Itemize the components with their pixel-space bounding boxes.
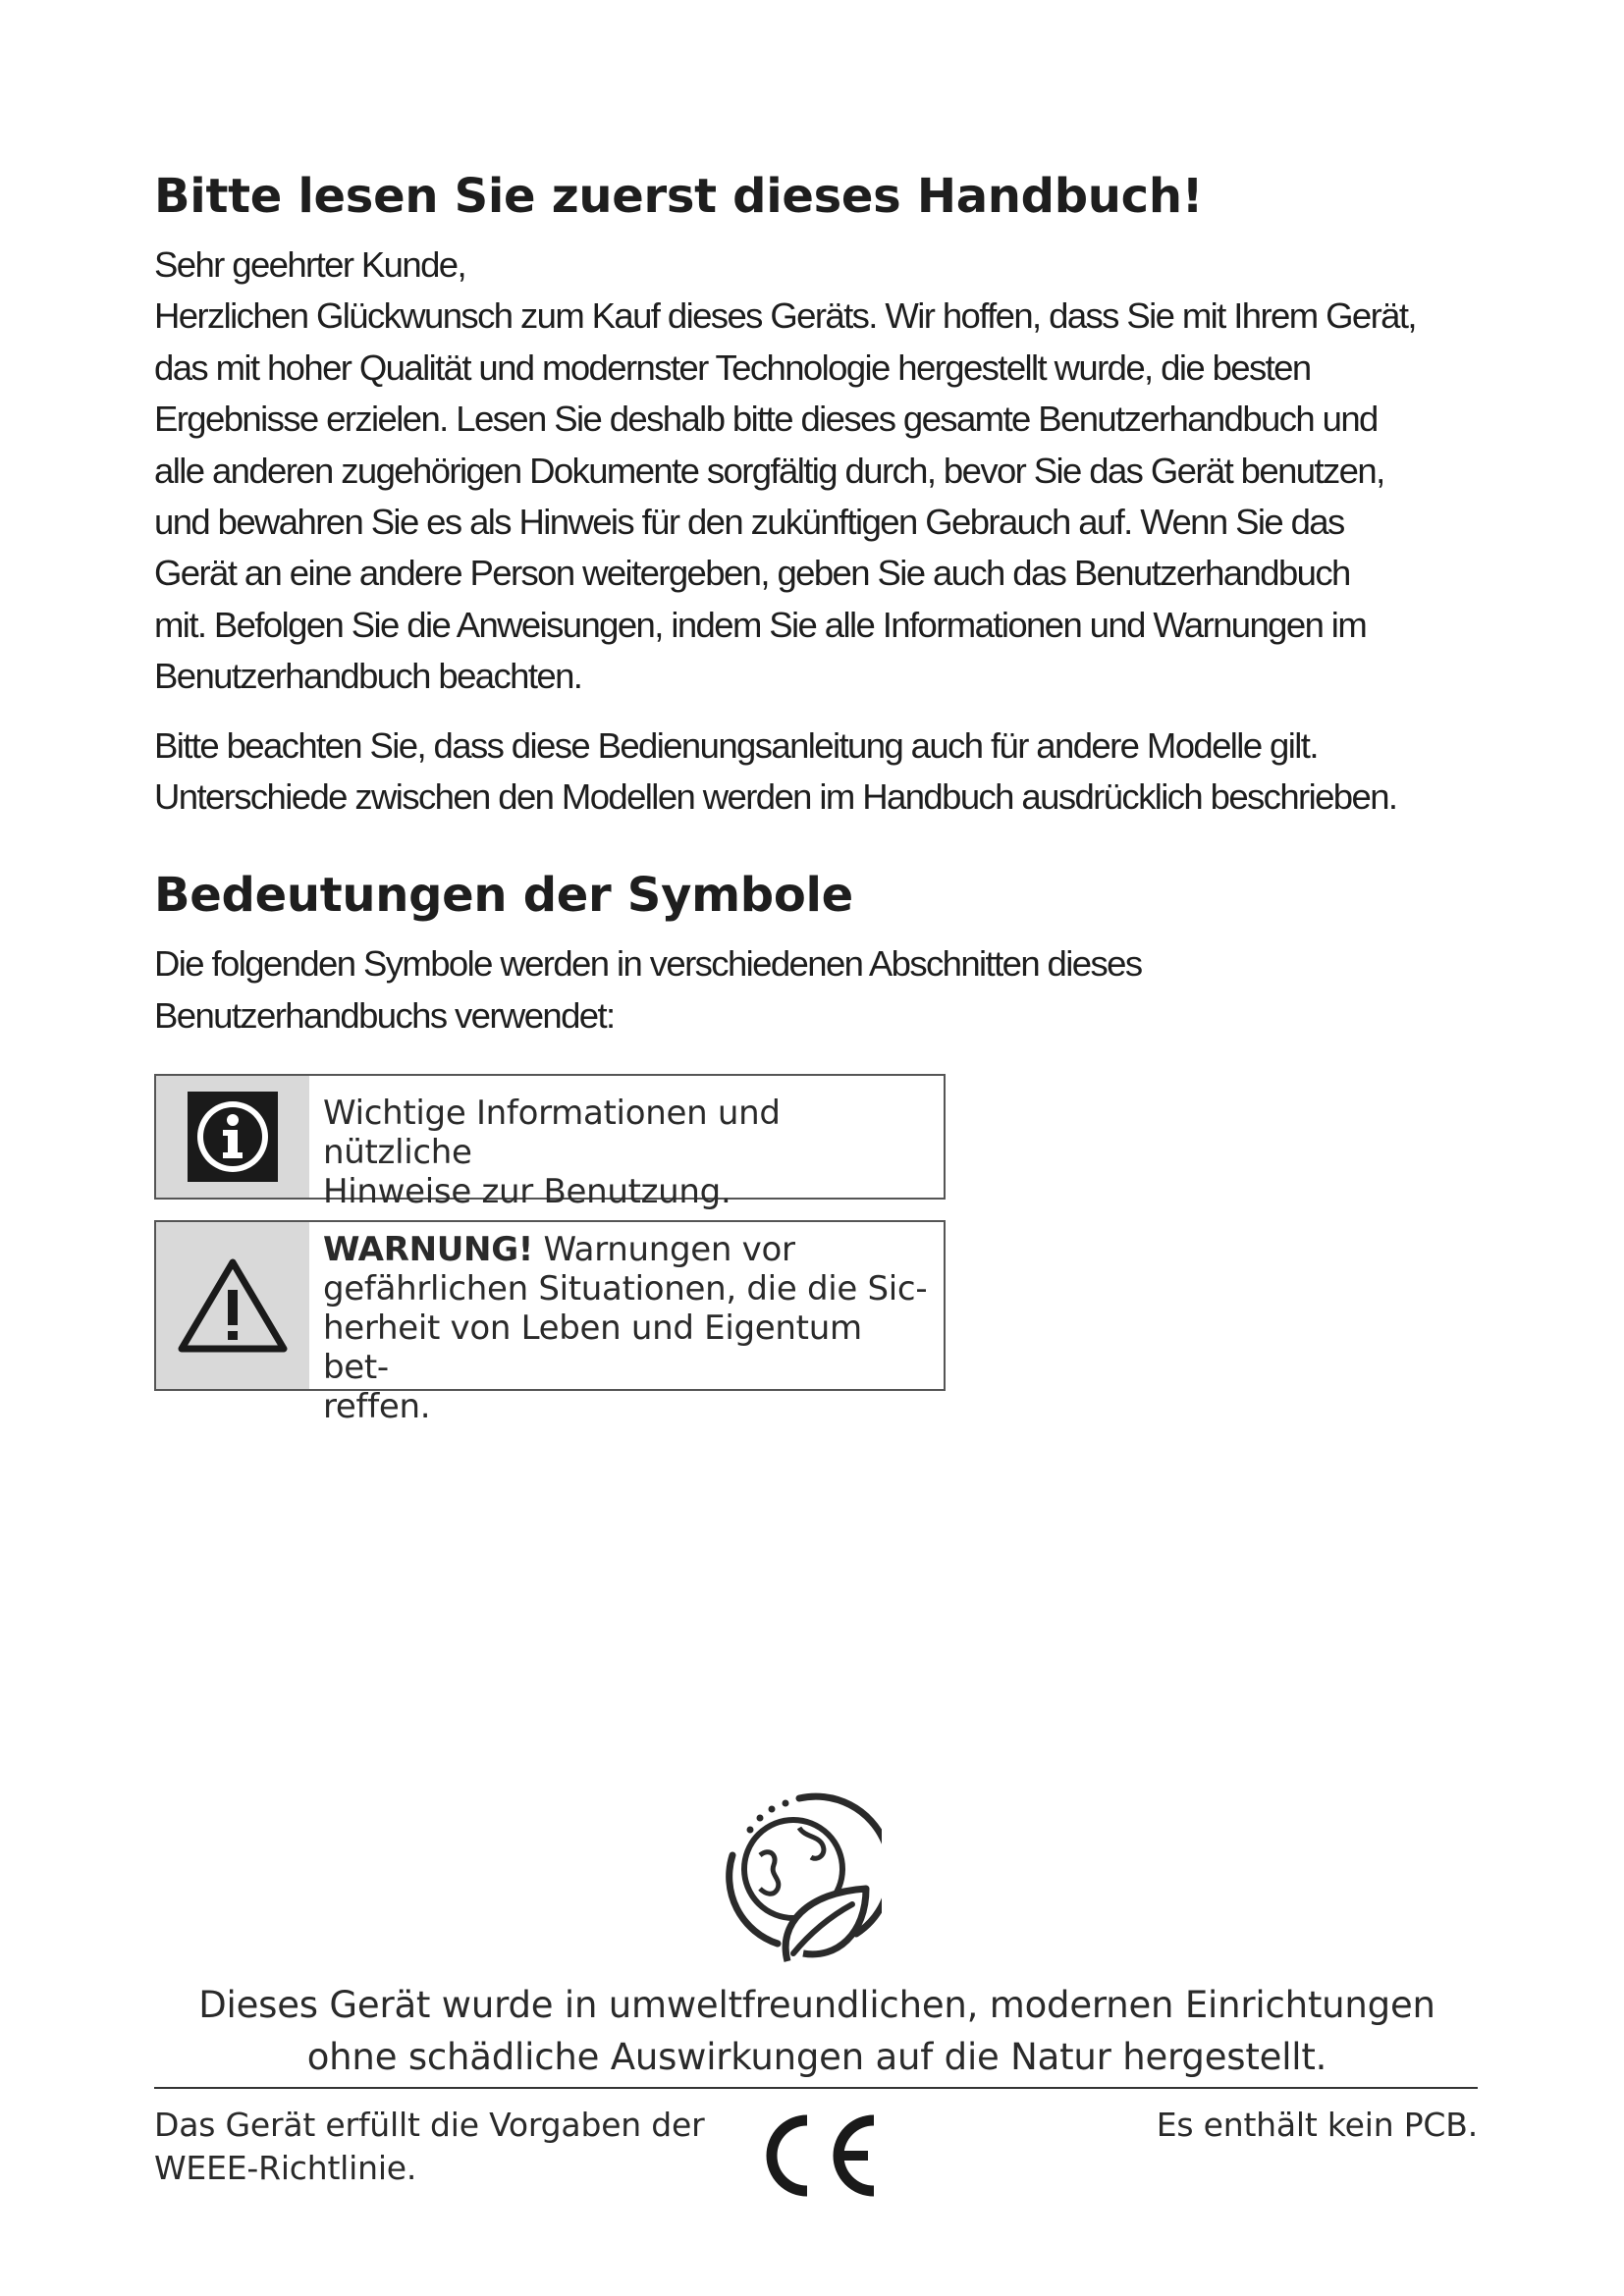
paragraph-line: und bewahren Sie es als Hinweis für den zukünftigen Gebrauch auf. Wenn Sie das xyxy=(154,502,1344,543)
paragraph-line: Sehr geehrter Kunde, xyxy=(154,244,466,285)
page-title: Bitte lesen Sie zuerst dieses Handbuch! xyxy=(154,169,1204,224)
warning-symbol-box xyxy=(154,1220,946,1426)
paragraph-line: alle anderen zugehörigen Dokumente sorgfältig durch, bevor Sie das Gerät benutzen, xyxy=(154,450,1384,491)
paragraph-line: das mit hoher Qualität und modernster Technologie hergestellt wurde, die besten xyxy=(154,347,1311,388)
eco-line: Dieses Gerät wurde in umweltfreundlichen, modernen Einrichtungen xyxy=(198,1984,1435,2026)
eco-globe-leaf-icon xyxy=(709,1787,882,1971)
warning-line: Warnungen vor xyxy=(533,1230,795,1269)
paragraph-line: Unterschiede zwischen den Modellen werden im Handbuch ausdrücklich beschrieben. xyxy=(154,776,1397,818)
paragraph-line: Die folgenden Symbole werden in verschiedenen Abschnitten dieses xyxy=(154,943,1142,985)
info-icon-cell xyxy=(156,1076,309,1198)
info-description xyxy=(309,1076,944,1211)
warning-line: reffen. xyxy=(323,1387,431,1426)
footer-divider xyxy=(154,2087,1478,2089)
info-icon xyxy=(186,1090,280,1184)
warning-first-line xyxy=(323,1230,932,1269)
paragraph-line: Ergebnisse erzielen. Lesen Sie deshalb bitte dieses gesamte Benutzerhandbuch und xyxy=(154,399,1378,440)
eco-statement xyxy=(154,1979,1480,2083)
models-note-paragraph xyxy=(154,721,1480,824)
info-line: Wichtige Informationen und nützliche xyxy=(323,1094,781,1172)
warning-label: WARNUNG! xyxy=(323,1230,534,1269)
greeting-paragraph xyxy=(154,240,1480,703)
warning-line: gefährlichen Situationen, die die Sic- xyxy=(323,1269,928,1308)
weee-compliance-text xyxy=(154,2104,743,2190)
warning-triangle-icon xyxy=(178,1256,288,1355)
paragraph-line: mit. Befolgen Sie die Anweisungen, indem Sie alle Informationen und Warnungen im xyxy=(154,604,1367,645)
symbols-intro xyxy=(154,938,1480,1041)
eco-line: ohne schädliche Auswirkungen auf die Natur hergestellt. xyxy=(306,2036,1327,2078)
footer-line: WEEE-Richtlinie. xyxy=(154,2149,417,2187)
warning-line: herheit von Leben und Eigentum bet- xyxy=(323,1308,862,1387)
warning-description xyxy=(309,1222,944,1426)
symbols-section-title: Bedeutungen der Symbole xyxy=(154,868,853,924)
ce-mark-icon xyxy=(748,2107,884,2205)
intro-content xyxy=(154,167,1480,1041)
paragraph-line: Benutzerhandbuchs verwendet: xyxy=(154,994,615,1036)
warning-icon-cell xyxy=(156,1222,309,1389)
paragraph-line: Bitte beachten Sie, dass diese Bedienungsanleitung auch für andere Modelle gilt. xyxy=(154,724,1318,766)
paragraph-line: Benutzerhandbuch beachten. xyxy=(154,656,582,697)
paragraph-line: Gerät an eine andere Person weitergeben, geben Sie auch das Benutzerhandbuch xyxy=(154,553,1350,594)
info-line: Hinweise zur Benutzung. xyxy=(323,1172,731,1211)
footer-line: Das Gerät erfüllt die Vorgaben der xyxy=(154,2106,705,2144)
paragraph-line: Herzlichen Glückwunsch zum Kauf dieses Geräts. Wir hoffen, dass Sie mit Ihrem Gerät, xyxy=(154,295,1416,337)
pcb-statement: Es enthält kein PCB. xyxy=(1156,2106,1478,2144)
info-symbol-box xyxy=(154,1074,946,1211)
